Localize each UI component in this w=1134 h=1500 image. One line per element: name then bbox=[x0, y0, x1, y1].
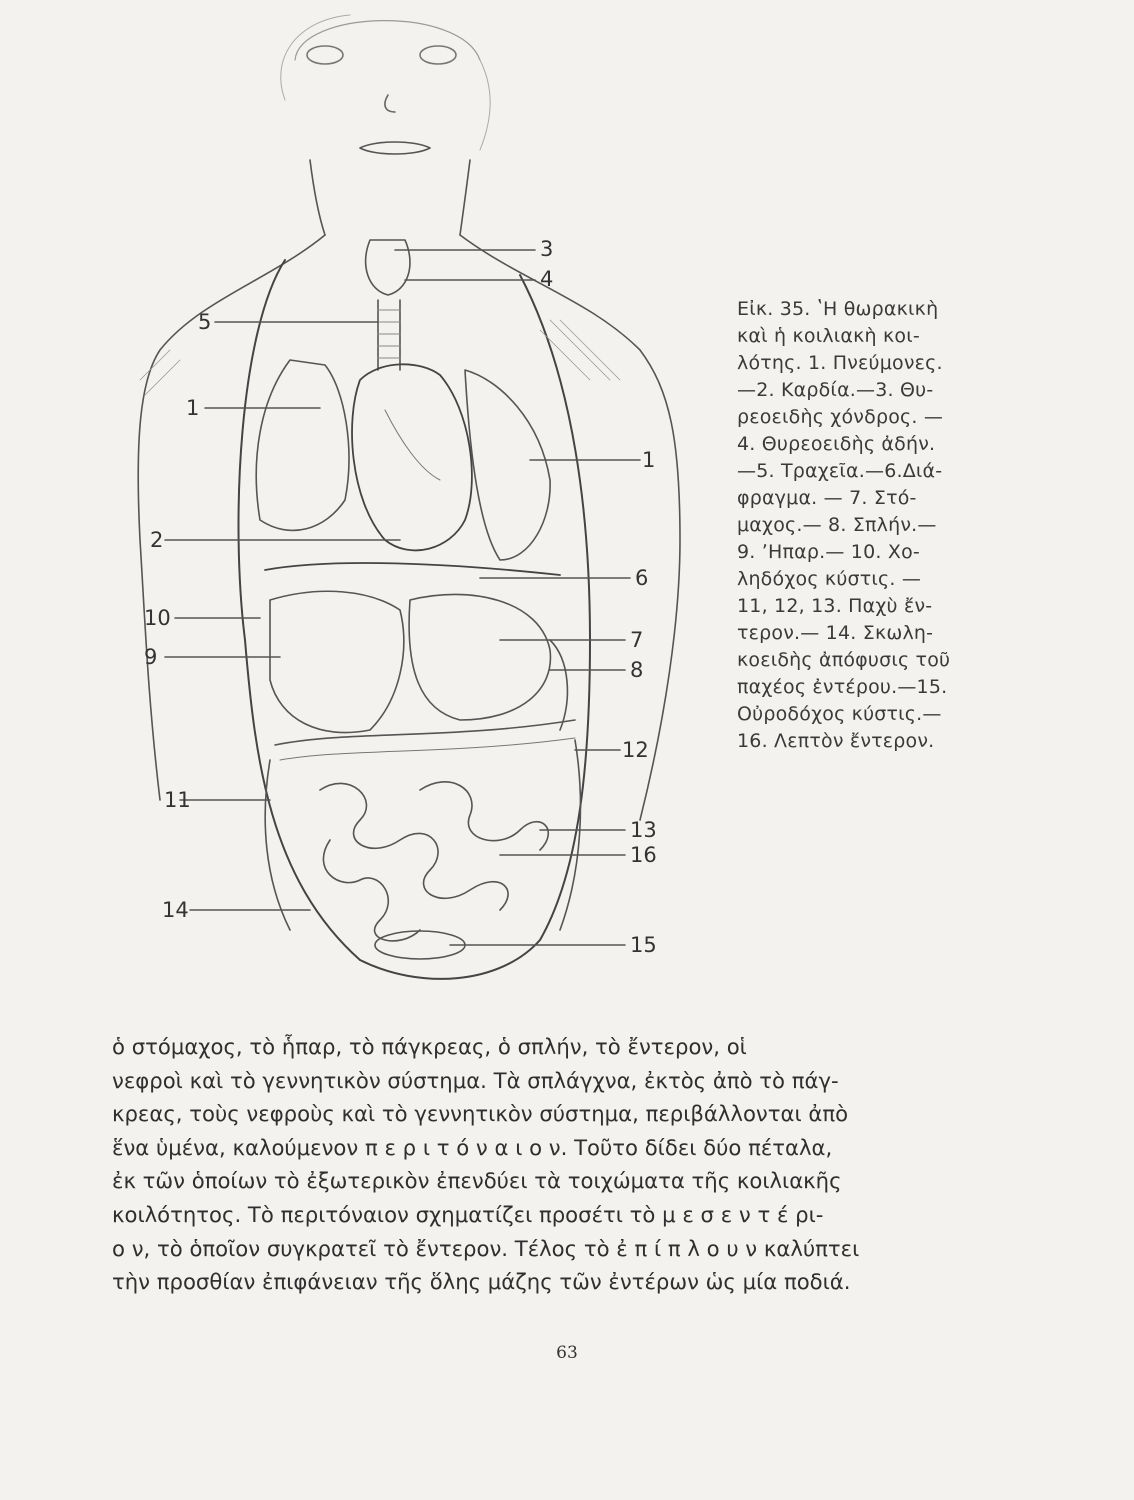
callout-label-11: 11 bbox=[164, 788, 191, 812]
caption-line: Οὐροδόχος κύστις.— bbox=[737, 703, 942, 725]
callout-label-5: 5 bbox=[198, 310, 212, 334]
caption-line: 16. Λεπτὸν ἔντερον. bbox=[737, 730, 935, 752]
body-paragraph bbox=[112, 1030, 962, 1299]
paragraph-line: κρεας, τοὺς νεφροὺς καὶ τὸ γεννητικὸν σύστημα, περιβάλλονται ἀπὸ bbox=[112, 1101, 849, 1127]
caption-line: ληδόχος κύστις. — bbox=[737, 568, 922, 590]
callout-label-9: 9 bbox=[144, 645, 158, 669]
caption-line: φραγμα. — 7. Στό- bbox=[737, 487, 917, 509]
callout-label-6: 6 bbox=[635, 566, 649, 590]
paragraph-line: τὴν προσθίαν ἐπιφάνειαν τῆς ὅλης μάζης τῶν ἐντέρων ὡς μία ποδιά. bbox=[112, 1269, 851, 1295]
caption-line: ρεοειδὴς χόνδρος. — bbox=[737, 406, 944, 428]
callout-label-4: 4 bbox=[540, 267, 554, 291]
callout-label-13: 13 bbox=[630, 818, 657, 842]
anatomy-figure bbox=[120, 0, 720, 1010]
page-number: 63 bbox=[556, 1343, 578, 1363]
caption-line: κοειδὴς ἀπόφυσις τοῦ bbox=[737, 649, 951, 671]
caption-line: —2. Καρδία.—3. Θυ- bbox=[737, 379, 934, 401]
callout-label-14: 14 bbox=[162, 898, 189, 922]
callout-label-16: 16 bbox=[630, 843, 657, 867]
callout-label-3: 3 bbox=[540, 237, 554, 261]
caption-line: καὶ ἡ κοιλιακὴ κοι- bbox=[737, 325, 920, 347]
callout-label-1-left: 1 bbox=[186, 396, 200, 420]
callout-label-2: 2 bbox=[150, 528, 164, 552]
caption-line: παχέος ἐντέρου.—15. bbox=[737, 676, 948, 698]
caption-line: —5. Τραχεῖα.—6.Διά- bbox=[737, 460, 943, 482]
torso-illustration bbox=[120, 0, 720, 1010]
paragraph-line: ἕνα ὑμένα, καλούμενον π ε ρ ι τ ό ν α ι ο ν. Τοῦτο δίδει δύο πέταλα, bbox=[112, 1134, 833, 1160]
figure-caption bbox=[737, 296, 967, 755]
paragraph-line: ο ν, τὸ ὁποῖον συγκρατεῖ τὸ ἔντερον. Τέλος τὸ ἐ π ί π λ ο υ ν καλύπτει bbox=[112, 1235, 860, 1261]
caption-line: λότης. 1. Πνεύμονες. bbox=[737, 352, 943, 374]
paragraph-line: ὁ στόμαχος, τὸ ἧπαρ, τὸ πάγκρεας, ὁ σπλήν, τὸ ἔντερον, οἱ bbox=[112, 1034, 747, 1059]
caption-line: Εἰκ. 35. ʽΗ θωρακικὴ bbox=[737, 298, 939, 320]
paragraph-line: νεφροὶ καὶ τὸ γεννητικὸν σύστημα. Τὰ σπλάγχνα, ἐκτὸς ἀπὸ τὸ πάγ- bbox=[112, 1067, 839, 1093]
caption-line: τερον.— 14. Σκωλη- bbox=[737, 622, 934, 644]
paragraph-line: ἐκ τῶν ὁποίων τὸ ἐξωτερικὸν ἐπενδύει τὰ τοιχώματα τῆς κοιλιακῆς bbox=[112, 1168, 842, 1194]
callout-label-12: 12 bbox=[622, 738, 649, 762]
callout-label-7: 7 bbox=[630, 628, 644, 652]
caption-line: 11, 12, 13. Παχὺ ἔν- bbox=[737, 595, 933, 617]
callout-label-1-right: 1 bbox=[642, 448, 656, 472]
caption-line: 4. Θυρεοειδὴς ἀδήν. bbox=[737, 433, 936, 455]
callout-label-15: 15 bbox=[630, 933, 657, 957]
callout-label-10: 10 bbox=[144, 606, 171, 630]
caption-line: μαχος.— 8. Σπλήν.— bbox=[737, 514, 937, 536]
caption-line: 9. ʼΗπαρ.— 10. Χο- bbox=[737, 541, 920, 563]
paragraph-line: κοιλότητος. Τὸ περιτόναιον σχηματίζει προσέτι τὸ μ ε σ ε ν τ έ ρι- bbox=[112, 1201, 824, 1227]
callout-label-8: 8 bbox=[630, 658, 644, 682]
